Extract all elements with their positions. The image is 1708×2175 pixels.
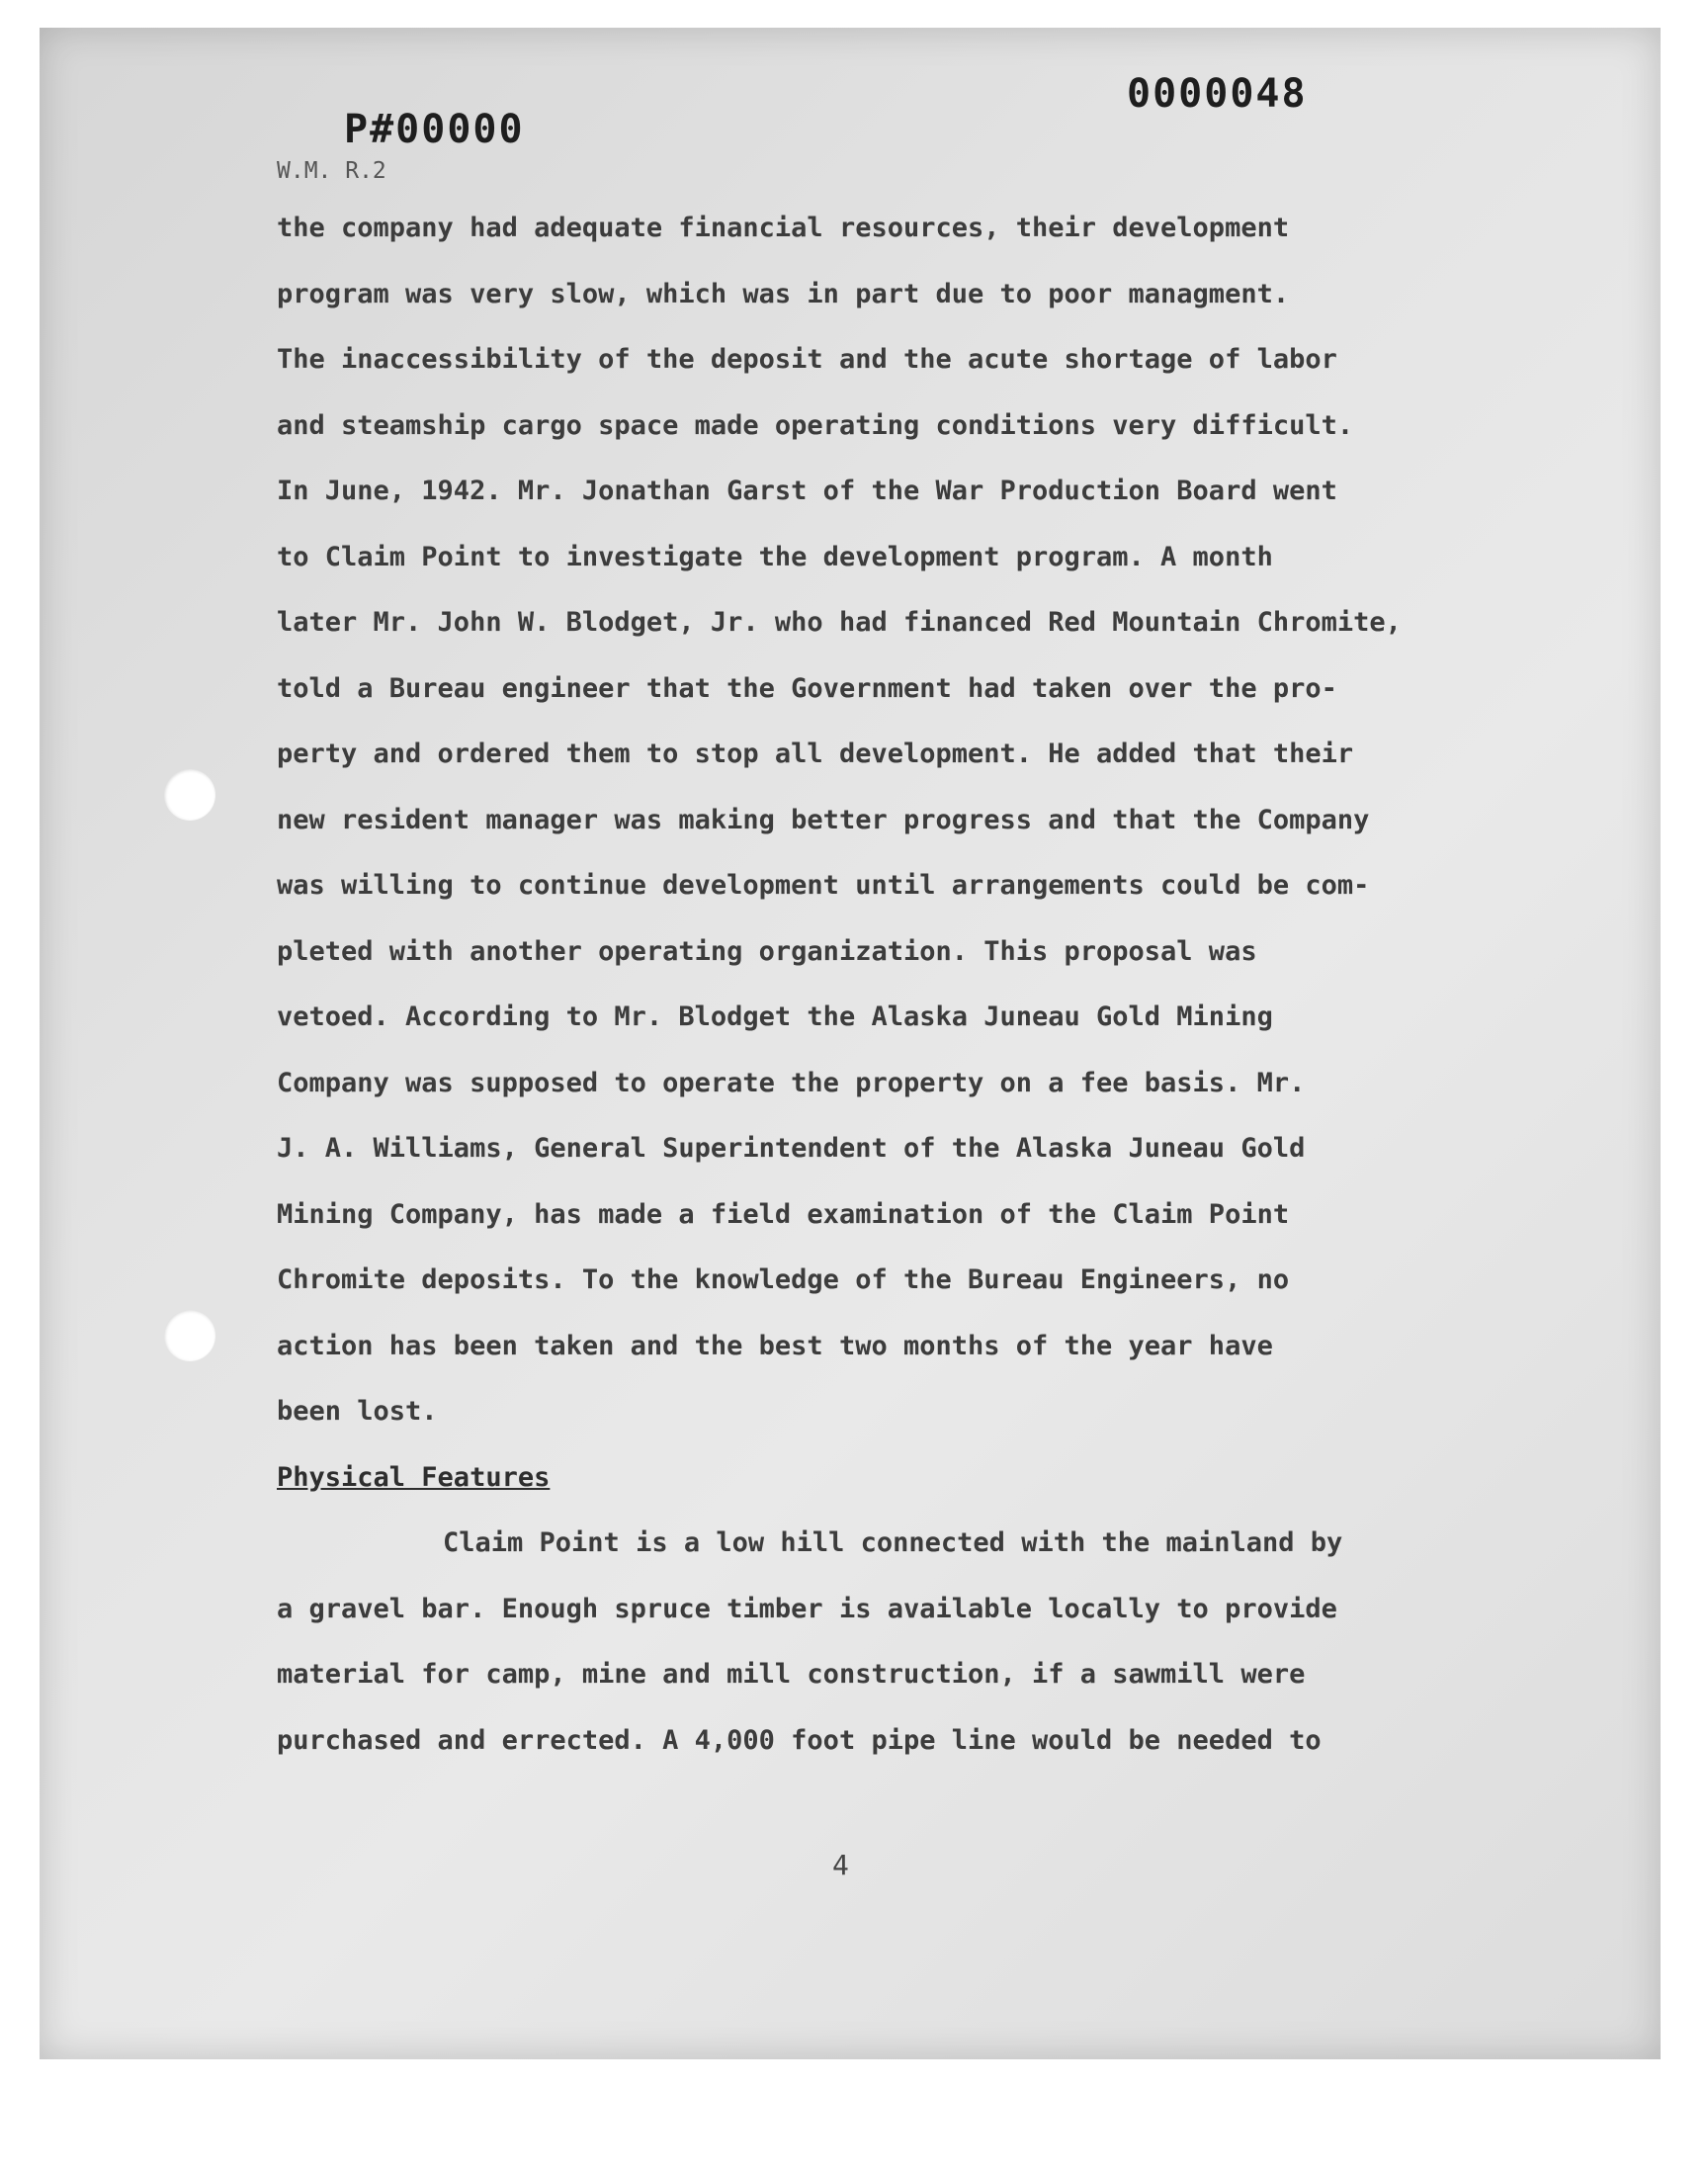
text-line: was willing to continue development until arrangements could be com- bbox=[277, 870, 1370, 901]
text-line: to Claim Point to investigate the development program. A month bbox=[277, 541, 1273, 572]
text-line: J. A. Williams, General Superintendent of the Alaska Juneau Gold bbox=[277, 1133, 1306, 1164]
text-line: material for camp, mine and mill construction, if a sawmill were bbox=[277, 1659, 1306, 1690]
text-line: Chromite deposits. To the knowledge of the Bureau Engineers, no bbox=[277, 1264, 1290, 1295]
text-line: later Mr. John W. Blodget, Jr. who had financed Red Mountain Chromite, bbox=[277, 607, 1402, 638]
text-line: action has been taken and the best two months of the year have bbox=[277, 1330, 1273, 1361]
text-line: perty and ordered them to stop all development. He added that their bbox=[277, 739, 1354, 769]
text-line: The inaccessibility of the deposit and the acute shortage of labor bbox=[277, 344, 1337, 375]
text-line: pleted with another operating organization. This proposal was bbox=[277, 935, 1257, 967]
text-line: told a Bureau engineer that the Government had taken over the pro- bbox=[277, 672, 1337, 704]
text-line: a gravel bar. Enough spruce timber is available locally to provide bbox=[277, 1593, 1337, 1624]
text-line: Mining Company, has made a field examination of the Claim Point bbox=[277, 1198, 1290, 1230]
section-heading: Physical Features bbox=[277, 1461, 551, 1493]
stamp-number-left: P#00000 bbox=[344, 107, 525, 152]
text-line: new resident manager was making better progress and that the Company bbox=[277, 804, 1370, 835]
text-line: been lost. bbox=[277, 1396, 438, 1427]
text-line: In June, 1942. Mr. Jonathan Garst of the War Production Board went bbox=[277, 476, 1337, 506]
text-line: and steamship cargo space made operating conditions very difficult. bbox=[277, 409, 1354, 441]
page-number: 4 bbox=[832, 1849, 849, 1881]
document-reference: W.M. R.2 bbox=[277, 158, 386, 184]
punch-hole-lower bbox=[164, 1310, 215, 1361]
text-line: purchased and errected. A 4,000 foot pipe line would be needed to bbox=[277, 1724, 1322, 1756]
text-line: Claim Point is a low hill connected with the mainland by bbox=[443, 1527, 1343, 1558]
text-line: vetoed. According to Mr. Blodget the Alaska Juneau Gold Mining bbox=[277, 1001, 1273, 1032]
body-text bbox=[277, 196, 1443, 1774]
text-line: Company was supposed to operate the property on a fee basis. Mr. bbox=[277, 1067, 1306, 1098]
punch-hole-upper bbox=[164, 769, 215, 821]
stamp-number-right: 0000048 bbox=[1127, 71, 1308, 117]
text-line: the company had adequate financial resources, their development bbox=[277, 213, 1290, 243]
text-line: program was very slow, which was in part due to poor managment. bbox=[277, 278, 1290, 309]
